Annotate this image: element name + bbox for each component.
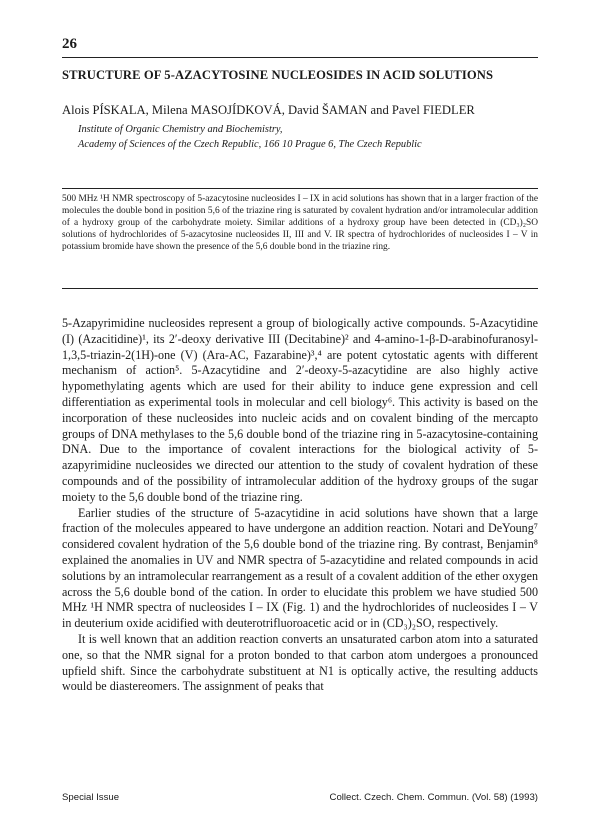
- affiliation: [78, 123, 538, 152]
- abstract-top-rule: [62, 188, 538, 189]
- body-paragraph: Earlier studies of the structure of 5-azacytidine in acid solutions have shown that a large fraction of the molecules appeared to have undergone an addition reaction. Notari and DeYoung⁷ considered covalent hydration of the 5,6 double bond of the triazine ring. By contrast, Benjamin⁸ explained the anomalies in UV and NMR spectra of 5-azacytidine and related compounds in acid solutions by an intramolecular rearrangement as a result of a covalent addition of the ether oxygen across the 5,6 double bond of the cation. In order to elucidate this problem we have studied 500 MHz ¹H NMR spectra of nucleosides I – IX (Fig. 1) and the hydrochlorides of nucleosides I – V in deuterium oxide acidified with deuterotrifluoroacetic acid or in (CD₃)₂SO, respectively.: [62, 505, 538, 631]
- affiliation-line: Institute of Organic Chemistry and Biochemistry,: [78, 124, 283, 135]
- footer-citation: Collect. Czech. Chem. Commun. (Vol. 58) (1993): [329, 792, 538, 803]
- abstract: 500 MHz ¹H NMR spectroscopy of 5-azacytosine nucleosides I – IX in acid solutions has shown that in a larger fraction of the molecules the double bond in position 5,6 of the triazine ring is saturated by covalent hydration and/or intramolecular addition of a hydroxy group of the carbohydrate moiety. Similar additions of a hydroxy group have been detected in (CD₃)₂SO solutions of hydrochlorides of 5-azacytosine nucleosides II, III and V. IR spectra of hydrochlorides of nucleosides I – V in potassium bromide have shown the presence of the 5,6 double bond in the triazine ring.: [62, 194, 538, 252]
- footer-issue: Special Issue: [62, 792, 120, 803]
- body-paragraph: 5-Azapyrimidine nucleosides represent a group of biologically active compounds. 5-Azacytidine (I) (Azacitidine)¹, its 2′-deoxy derivative III (Decitabine)² and 4-amino-1-β-D-arabinofuranosyl-1,3,5-triazin-2(1H)-one (V) (Ara-AC, Fazarabine)³,⁴ are potent cytostatic agents with different mechanism of action⁵. 5-Azacytidine and 2′-deoxy-5-azacytidine are also highly active hypomethylating agents which are used for their ability to induce gene expression and cell differentiation as experimental tools in molecular and cell biology⁶. This activity is based on the incorporation of these nucleosides into nucleic acids and on covalent binding of the mercapto groups of DNA methylases to the 5,6 double bond of the triazine ring in 5-azacytosine-containing DNA. Due to the importance of covalent interactions for the biological activity of 5-azapyrimidine nucleosides we directed our attention to the study of covalent hydration of these compounds and of the possibility of intramolecular addition of the hydroxy groups of the sugar moiety to the 5,6 double bond of the triazine ring.: [62, 316, 538, 504]
- article-authors: Alois PÍSKALA, Milena MASOJÍDKOVÁ, David ŠAMAN and Pavel FIEDLER: [62, 103, 475, 117]
- affiliation-line: Academy of Sciences of the Czech Republic, 166 10 Prague 6, The Czech Republic: [78, 138, 422, 150]
- abstract-bottom-rule: [62, 288, 538, 289]
- body-text: [62, 316, 538, 695]
- header-rule: [62, 57, 538, 58]
- page-number: 26: [62, 36, 77, 52]
- article-title: STRUCTURE OF 5-AZACYTOSINE NUCLEOSIDES IN ACID SOLUTIONS: [62, 68, 494, 82]
- body-paragraph: It is well known that an addition reaction converts an unsaturated carbon atom into a saturated one, so that the NMR signal for a proton bonded to that carbon atom undergoes a pronounced upfield shift. Since the carbohydrate substituent at N1 is optically active, the resulting adducts would be diastereomers. The assignment of peaks that: [62, 631, 538, 694]
